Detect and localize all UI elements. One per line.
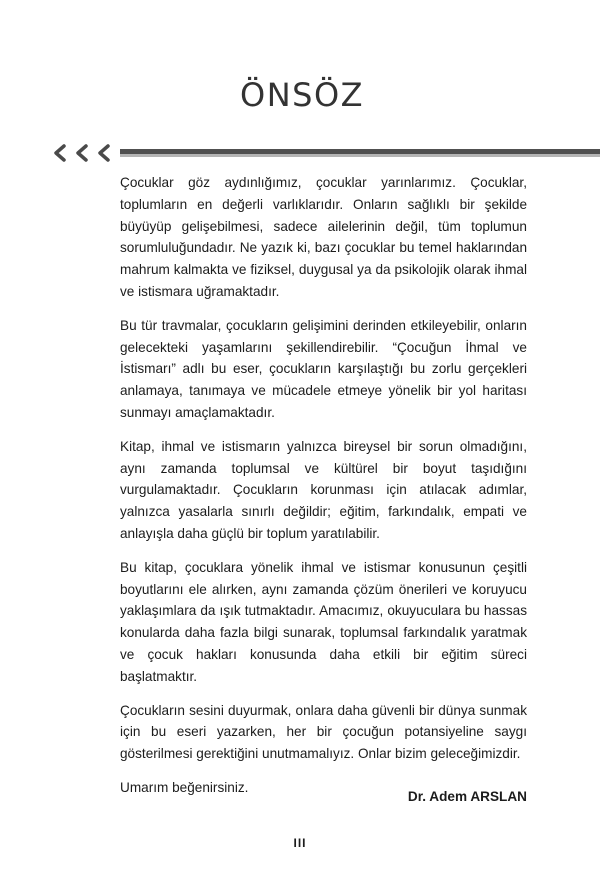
header-rule [52, 138, 600, 168]
page-number: III [293, 836, 307, 850]
author-signature: Dr. Adem ARSLAN [407, 789, 527, 804]
paragraph: Bu tür travmalar, çocukların gelişimini derinden etkileyebilir, onların gelecekteki yaşamlarını şekillendirebilir. “Çocuğun İhmal ve İstismarı” adlı bu eser, çocukların karşılaştığı bu zorlu gerçekleri anlamaya, tanımaya ve mücadele etmeye yönelik bir yol haritası sunmayı amaçlamaktadır. [120, 317, 527, 420]
rule-light [120, 154, 600, 157]
closing-line: Umarım beğenirsiniz. [120, 779, 249, 795]
preface-body [120, 172, 527, 813]
paragraph: Çocukların sesini duyurmak, onlara daha güvenli bir dünya sunmak için bu eseri yazarken, her bir çocuğun potansiyeline saygı gösterilmesi gerektiğini unutmamalıyız. Onlar bizim geleceğimizdir. [120, 702, 527, 762]
rule-dark [120, 149, 600, 154]
paragraph: Kitap, ihmal ve istismarın yalnızca bireysel bir sorun olmadığını, aynı zamanda toplumsal ve kültürel bir boyut taşıdığını vurgulamaktadır. Çocukların korunması için atılacak adımlar, yalnızca yasalarla sınırlı değildir; eğitim, farkındalık, empati ve anlayışla daha güçlü bir toplum yaratılabilir. [120, 438, 527, 541]
page-title: ÖNSÖZ [240, 76, 365, 114]
paragraph: Çocuklar göz aydınlığımız, çocuklar yarınlarımız. Çocuklar, toplumların en değerli varlıklarıdır. Onların sağlıklı bir şekilde büyüyüp gelişebilmesi, sadece ailelerinin değil, tüm toplumun sorumluluğundadır. Ne yazık ki, bazı çocuklar bu temel haklarından mahrum kalmakta ve fiziksel, duygusal ya da psikolojik olarak ihmal ve istismara uğramaktadır. [120, 175, 527, 299]
paragraph: Bu kitap, çocuklara yönelik ihmal ve istismar konusunun çeşitli boyutlarını ele alırken, aynı zamanda çözüm önerileri ve koruyucu yaklaşımlara da ışık tutmaktadır. Amacımız, okuyuculara bu hassas konularda daha fazla bilgi sunarak, toplumsal farkındalık yaratmak ve çocuk hakları konusunda daha etkili bir eğitim süreci başlatmaktır. [120, 559, 527, 684]
chevrons-icon [56, 146, 108, 160]
